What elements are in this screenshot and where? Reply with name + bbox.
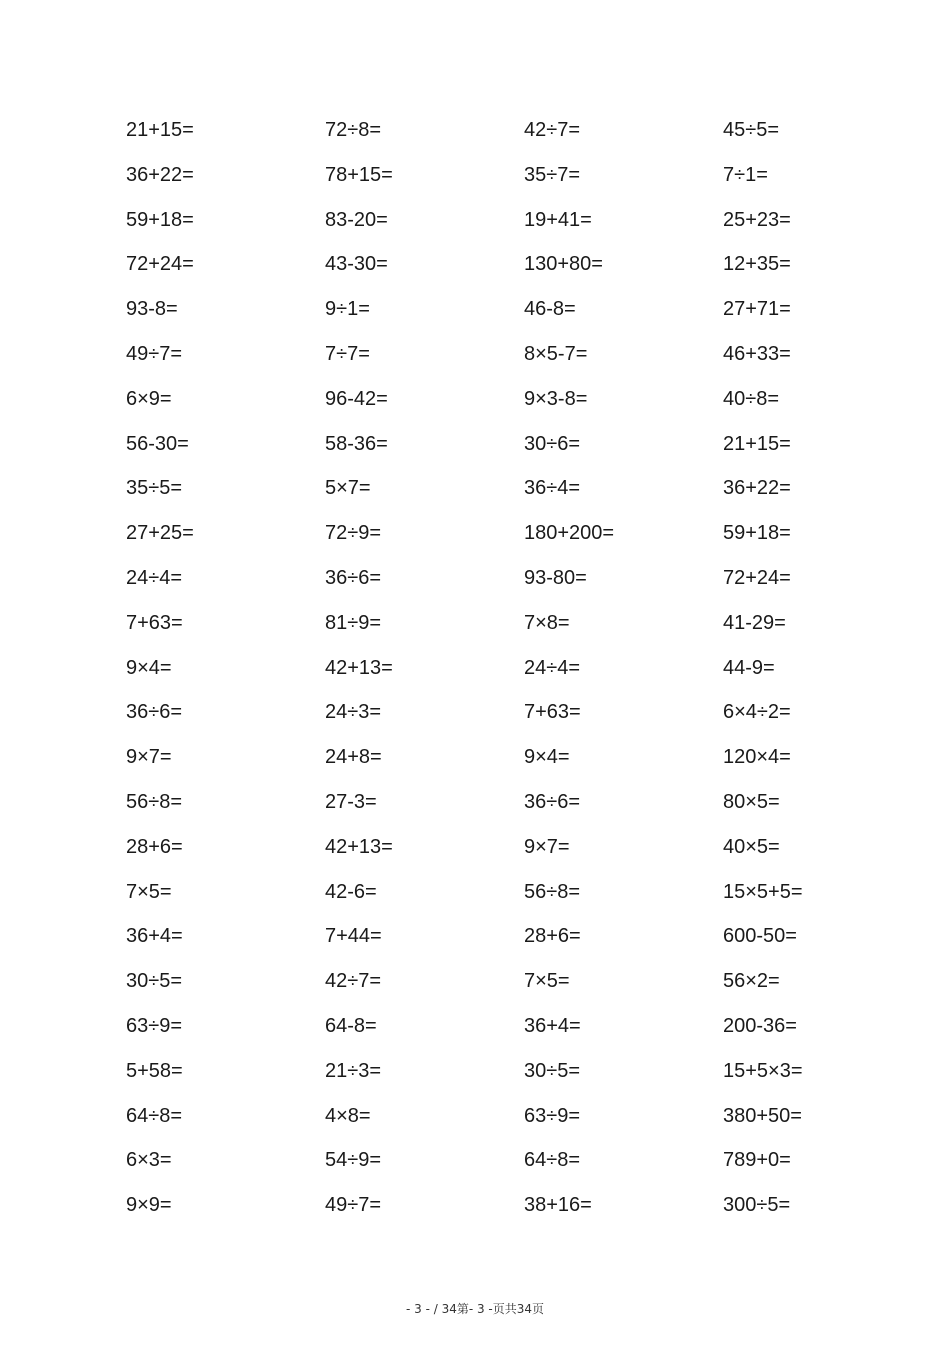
arithmetic-problem: 9×9= [126, 1194, 172, 1217]
arithmetic-problem: 6×4÷2= [723, 701, 791, 724]
arithmetic-problem-grid [126, 108, 886, 1228]
arithmetic-problem: 36÷6= [524, 790, 581, 813]
arithmetic-problem: 120×4= [723, 746, 791, 769]
arithmetic-problem: 49÷7= [126, 342, 183, 365]
arithmetic-problem: 56÷8= [524, 880, 581, 903]
arithmetic-problem: 5+58= [126, 1059, 183, 1082]
arithmetic-problem: 56-30= [126, 432, 189, 455]
arithmetic-problem: 24÷4= [524, 656, 581, 679]
arithmetic-problem: 9÷1= [325, 298, 370, 321]
arithmetic-problem: 4×8= [325, 1104, 371, 1127]
arithmetic-problem: 96-42= [325, 387, 388, 410]
arithmetic-problem: 15×5+5= [723, 880, 803, 903]
arithmetic-problem: 36÷6= [126, 701, 183, 724]
arithmetic-problem: 43-30= [325, 253, 388, 276]
arithmetic-problem: 42-6= [325, 880, 377, 903]
arithmetic-problem: 72÷8= [325, 119, 382, 141]
arithmetic-problem: 300÷5= [723, 1194, 791, 1217]
arithmetic-problem: 28+6= [524, 925, 581, 948]
arithmetic-problem: 7÷1= [723, 163, 768, 186]
arithmetic-problem: 25+23= [723, 208, 791, 231]
arithmetic-problem: 63÷9= [524, 1104, 581, 1127]
arithmetic-problem: 9×7= [524, 835, 570, 858]
arithmetic-problem: 21+15= [723, 432, 791, 455]
page-footer: - 3 - / 34第- 3 -页共34页 [405, 1302, 545, 1316]
arithmetic-problem: 36+22= [126, 163, 194, 186]
arithmetic-problem: 180+200= [524, 522, 615, 545]
arithmetic-problem: 24÷4= [126, 566, 183, 589]
arithmetic-problem: 30÷5= [126, 970, 183, 993]
arithmetic-problem: 58-36= [325, 432, 388, 455]
arithmetic-problem: 24+8= [325, 746, 382, 769]
arithmetic-problem: 600-50= [723, 925, 797, 948]
arithmetic-problem: 93-80= [524, 566, 587, 589]
arithmetic-problem: 5×7= [325, 477, 371, 500]
arithmetic-problem: 28+6= [126, 835, 183, 858]
arithmetic-problem: 78+15= [325, 163, 393, 186]
arithmetic-problem: 64÷8= [524, 1149, 581, 1172]
arithmetic-problem: 35÷7= [524, 163, 581, 186]
arithmetic-problem: 72÷9= [325, 522, 382, 545]
arithmetic-problem: 7×5= [126, 880, 172, 903]
arithmetic-problem: 64÷8= [126, 1104, 183, 1127]
arithmetic-problem: 21+15= [126, 119, 194, 141]
arithmetic-problem: 19+41= [524, 208, 592, 231]
arithmetic-problem: 93-8= [126, 298, 178, 321]
arithmetic-problem: 380+50= [723, 1104, 802, 1127]
arithmetic-problem: 30÷6= [524, 432, 581, 455]
arithmetic-problem: 9×4= [524, 746, 570, 769]
arithmetic-problem: 36+22= [723, 477, 791, 500]
arithmetic-problem: 7+63= [524, 701, 581, 724]
arithmetic-problem: 72+24= [126, 253, 194, 276]
arithmetic-problem: 63÷9= [126, 1014, 183, 1037]
arithmetic-problem: 7+44= [325, 925, 382, 948]
arithmetic-problem: 83-20= [325, 208, 388, 231]
arithmetic-problem: 7×8= [524, 611, 570, 634]
arithmetic-problem: 72+24= [723, 566, 791, 589]
arithmetic-problem: 46-8= [524, 298, 576, 321]
arithmetic-problem: 42÷7= [325, 970, 382, 993]
arithmetic-problem: 56÷8= [126, 790, 183, 813]
arithmetic-problem: 15+5×3= [723, 1059, 803, 1082]
arithmetic-problem: 41-29= [723, 611, 786, 634]
arithmetic-problem: 38+16= [524, 1194, 592, 1217]
arithmetic-problem: 7+63= [126, 611, 183, 634]
arithmetic-problem: 8×5-7= [524, 342, 588, 365]
arithmetic-problem: 44-9= [723, 656, 775, 679]
arithmetic-problem: 64-8= [325, 1014, 377, 1037]
arithmetic-problem: 6×9= [126, 387, 172, 410]
arithmetic-problem: 6×3= [126, 1149, 172, 1172]
arithmetic-problem: 46+33= [723, 342, 791, 365]
arithmetic-problem: 36÷6= [325, 566, 382, 589]
arithmetic-problem: 40×5= [723, 835, 780, 858]
arithmetic-problem: 45÷5= [723, 119, 780, 141]
arithmetic-problem: 9×7= [126, 746, 172, 769]
arithmetic-problem: 80×5= [723, 790, 780, 813]
arithmetic-problem: 42+13= [325, 656, 393, 679]
arithmetic-problem: 40÷8= [723, 387, 780, 410]
arithmetic-problem: 49÷7= [325, 1194, 382, 1217]
arithmetic-problem: 36+4= [524, 1014, 581, 1037]
arithmetic-problem: 9×4= [126, 656, 172, 679]
arithmetic-problem: 27-3= [325, 790, 377, 813]
arithmetic-problem: 36+4= [126, 925, 183, 948]
arithmetic-problem: 9×3-8= [524, 387, 588, 410]
arithmetic-problem: 42+13= [325, 835, 393, 858]
arithmetic-problem: 81÷9= [325, 611, 382, 634]
arithmetic-problem: 54÷9= [325, 1149, 382, 1172]
arithmetic-problem: 59+18= [723, 522, 791, 545]
arithmetic-problem: 42÷7= [524, 119, 581, 141]
arithmetic-problem: 35÷5= [126, 477, 183, 500]
arithmetic-problem: 27+71= [723, 298, 791, 321]
arithmetic-problem: 789+0= [723, 1149, 791, 1172]
arithmetic-problem: 130+80= [524, 253, 603, 276]
arithmetic-problem: 24÷3= [325, 701, 382, 724]
arithmetic-problem: 27+25= [126, 522, 194, 545]
arithmetic-problem: 7÷7= [325, 342, 370, 365]
arithmetic-problem: 36÷4= [524, 477, 581, 500]
arithmetic-problem: 7×5= [524, 970, 570, 993]
arithmetic-problem: 30÷5= [524, 1059, 581, 1082]
arithmetic-problem: 200-36= [723, 1014, 797, 1037]
arithmetic-problem: 59+18= [126, 208, 194, 231]
arithmetic-problem: 12+35= [723, 253, 791, 276]
arithmetic-problem: 56×2= [723, 970, 780, 993]
arithmetic-problem: 21÷3= [325, 1059, 382, 1082]
